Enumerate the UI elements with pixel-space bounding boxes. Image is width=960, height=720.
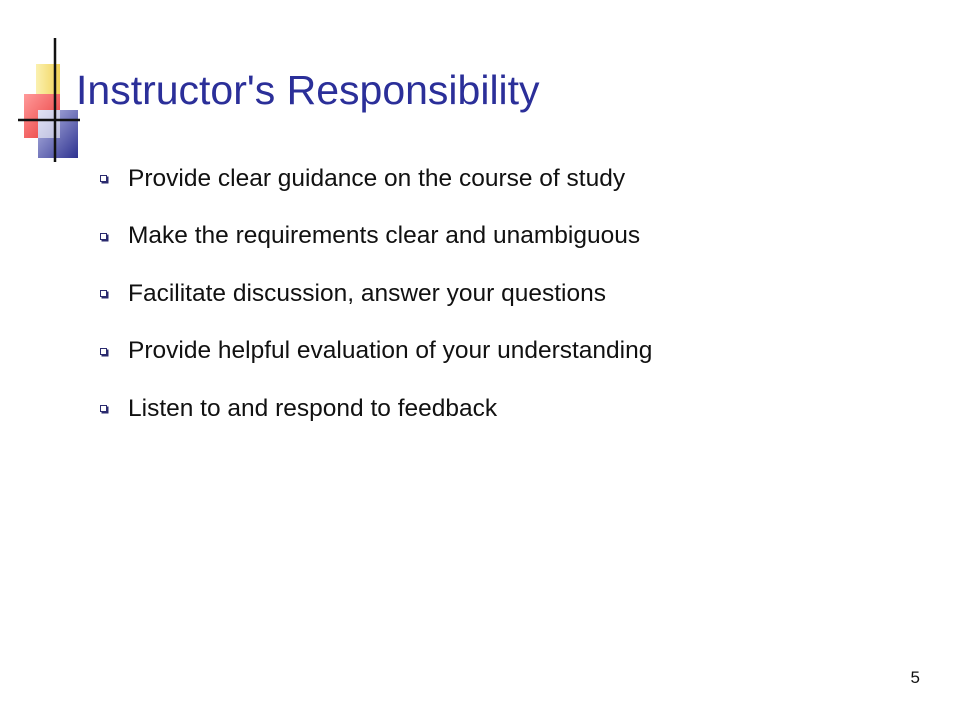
- bullet-text: Listen to and respond to feedback: [128, 394, 498, 422]
- bullet-text: Make the requirements clear and unambiguous: [128, 222, 641, 249]
- page-number: 5: [910, 668, 920, 687]
- list-item: [102, 265, 652, 323]
- hollow-square-bullet-icon: [100, 405, 107, 412]
- bullet-text: Provide helpful evaluation of your understanding: [128, 337, 653, 364]
- bullet-text: Provide clear guidance on the course of study: [128, 164, 626, 192]
- list-item: [102, 323, 652, 381]
- list-item: [102, 150, 652, 208]
- hollow-square-bullet-icon: [100, 290, 107, 297]
- hollow-square-bullet-icon: [100, 348, 107, 355]
- slide-title: Instructor's Responsibility: [76, 67, 540, 113]
- list-item: [102, 208, 652, 266]
- hollow-square-bullet-icon: [100, 175, 107, 182]
- logo-white-overlap: [38, 110, 60, 138]
- bullet-list: [102, 150, 652, 438]
- list-item: [102, 380, 652, 438]
- crossed-squares-logo-icon: [18, 38, 84, 164]
- hollow-square-bullet-icon: [100, 233, 107, 240]
- bullet-text: Facilitate discussion, answer your questions: [128, 279, 606, 307]
